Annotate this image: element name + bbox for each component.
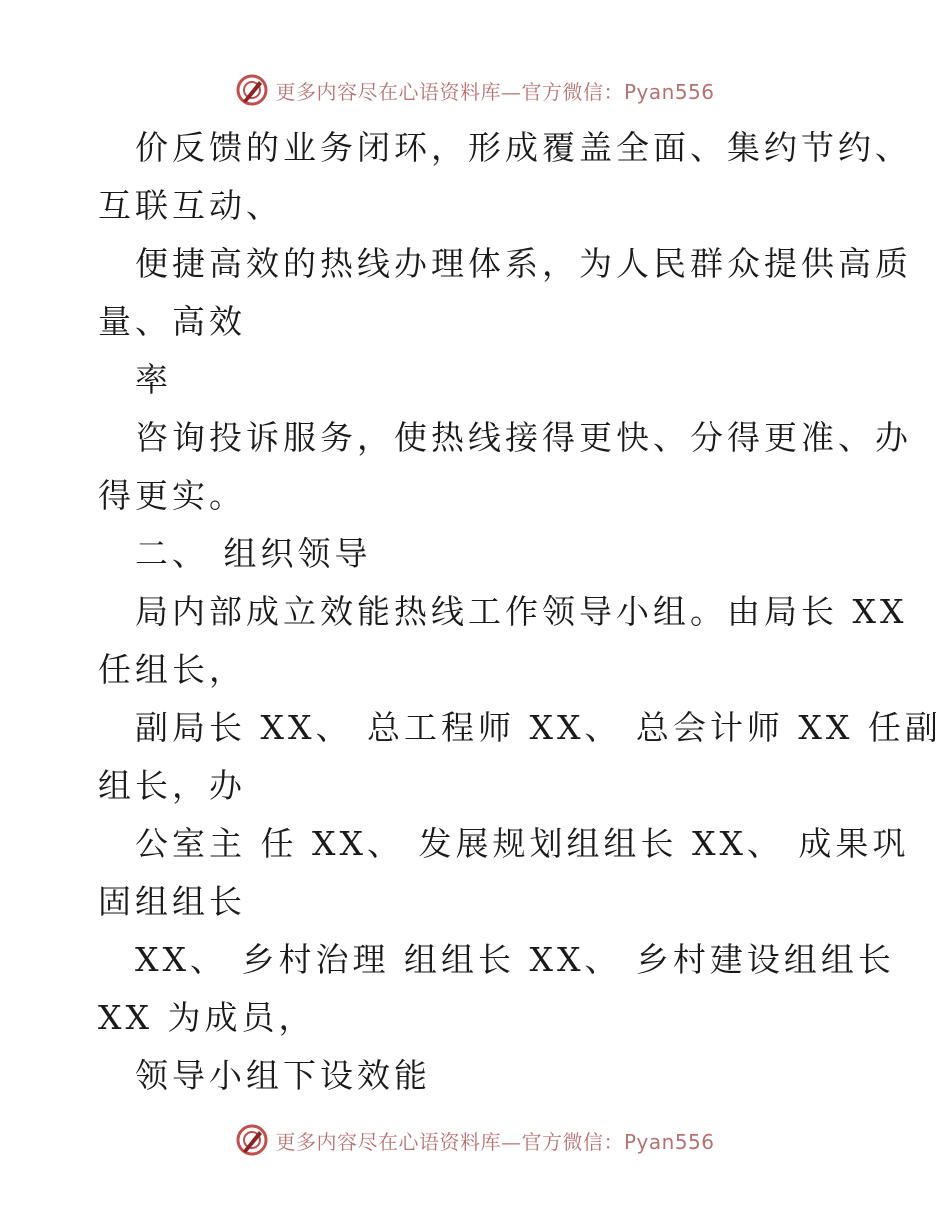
body-line: 率	[135, 360, 172, 399]
body-line: XX 为成员，	[98, 998, 316, 1037]
body-line: 局内部成立效能热线工作领导小组。由局长 XX	[135, 592, 908, 631]
body-line: 互联互动、	[98, 186, 283, 225]
watermark-text	[275, 1126, 714, 1155]
watermark-wechat-id: Pyan556	[623, 1129, 715, 1154]
body-line: 领导小组下设效能	[135, 1056, 431, 1095]
pen-circle-logo-icon	[235, 73, 269, 107]
body-line: 任组长，	[98, 650, 246, 689]
watermark-wechat-id: Pyan556	[623, 79, 715, 104]
body-line: 便捷高效的热线办理体系，为人民群众提供高质	[135, 244, 912, 283]
watermark-cn: 更多内容尽在心语资料库—官方微信：	[275, 79, 624, 104]
body-line: 副局长 XX、 总工程师 XX、 总会计师 XX 任副	[135, 708, 942, 747]
watermark-text	[275, 76, 714, 105]
section-heading: 二、 组织领导	[135, 534, 372, 573]
body-line: 咨询投诉服务，使热线接得更快、分得更准、办	[135, 418, 912, 457]
body-line: XX、 乡村治理 组组长 XX、 乡村建设组组长	[135, 940, 895, 979]
pen-circle-logo-icon	[235, 1123, 269, 1157]
header-watermark	[0, 70, 950, 110]
watermark-cn: 更多内容尽在心语资料库—官方微信：	[275, 1129, 624, 1154]
footer-watermark	[0, 1120, 950, 1160]
body-line: 公室主 任 XX、 发展规划组组长 XX、 成果巩	[135, 824, 910, 863]
body-line: 组长，办	[98, 766, 246, 805]
body-line: 得更实。	[98, 476, 246, 515]
body-line: 价反馈的业务闭环，形成覆盖全面、集约节约、	[135, 128, 912, 167]
body-line: 量、高效	[98, 302, 246, 341]
body-line: 固组组长	[98, 882, 246, 921]
